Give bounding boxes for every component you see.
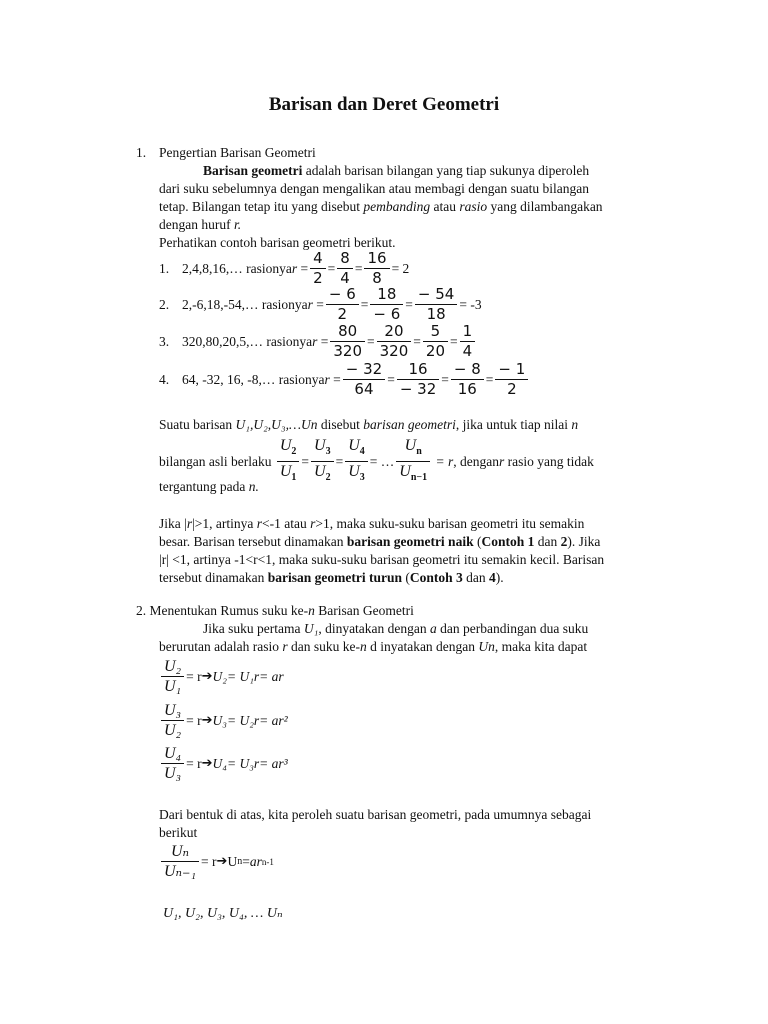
example-3-fraction-d: $\frac{1}{4}$	[460, 322, 476, 361]
example-4-fraction-c: $\frac{- 8}{16}$	[451, 360, 484, 399]
section2-line-2: berurutan adalah rasio r dan suku ke-n d inyatakan dengan Un, maka kita dapat	[159, 639, 588, 654]
conclusion-line-2: berikut	[159, 825, 198, 840]
example-intro: Perhatikan contoh barisan geometri berikut.	[159, 235, 396, 250]
geometric-sequence-ratio-formula: bilangan asli berlaku $\frac{U_2}{U_1}$ = $\frac{U_3}{U_2}$ = $\frac{U_4}{U_3}$ = … $\frac{U_n}{U_{n-1}}$ = r , dengan r rasio yang tidak	[159, 436, 594, 487]
section1-heading: Pengertian Barisan Geometri	[159, 145, 316, 160]
example-2: 2. 2,-6,18,-54,… rasionya r = $\frac{- 6}{2}$ = $\frac{18}{- 6}$ = $\frac{- 54}{18}$ = -3	[159, 285, 482, 323]
general-formula: $\frac{\text{Uₙ}}{\text{Uₙ₋₁}}$ = r ➔ U n = ar n-1	[159, 842, 274, 881]
example-3-fraction-c: $\frac{5}{20}$	[423, 322, 448, 361]
right-arrow-icon: ➔	[201, 755, 213, 771]
definition-line-3: tetap. Bilangan tetap itu yang disebut pembanding atau rasio yang dilambangakan	[159, 199, 603, 214]
example-4-fraction-b: $\frac{16}{- 32}$	[397, 360, 439, 399]
increasing-decreasing-line-3: |r| <1, artinya -1<r<1, maka suku-suku barisan geometri itu semakin kecil. Barisan	[159, 552, 605, 567]
definition-line-1: Barisan geometri adalah barisan bilangan yang tiap sukunya diperoleh	[203, 163, 590, 178]
geometric-sequence-definition-line-3: tergantung pada n.	[159, 479, 259, 494]
ratio-un-un-minus-1: $\frac{\text{Uₙ}}{\text{Uₙ₋₁}}$	[161, 842, 199, 881]
example-2-fraction-a: $\frac{- 6}{2}$	[326, 285, 359, 324]
conclusion-line-1: Dari bentuk di atas, kita peroleh suatu barisan geometri, pada umumnya sebagai	[159, 807, 592, 822]
ratio-u4-u3: $\frac{U_4}{U_3}$	[345, 436, 368, 487]
section2-heading: 2. Menentukan Rumus suku ke-n Barisan Geometri	[136, 603, 414, 618]
increasing-decreasing-line-2: besar. Barisan tersebut dinamakan barisan geometri naik (Contoh 1 dan 2). Jika	[159, 534, 601, 549]
document-title: Barisan dan Deret Geometri	[268, 94, 500, 115]
section1-number: 1.	[136, 145, 147, 160]
right-arrow-icon: ➔	[201, 712, 213, 728]
example-3-fraction-a: $\frac{80}{320}$	[330, 322, 365, 361]
section2-line-1: Jika suku pertama U₁, dinyatakan dengan a dan perbandingan dua suku	[203, 621, 589, 636]
derivation-u3: $\frac{\text{U₃}}{\text{U₂}}$ = r ➔ U₃= U₂r= ar²	[159, 701, 288, 740]
definition-term: Barisan geometri	[203, 163, 303, 178]
example-4-fraction-a: $\frac{- 32}{64}$	[343, 360, 385, 399]
example-1-fraction-b: $\frac{8}{4}$	[337, 249, 353, 288]
example-3-fraction-b: $\frac{20}{320}$	[377, 322, 412, 361]
example-4-fraction-d: $\frac{- 1}{2}$	[495, 360, 528, 399]
right-arrow-icon: ➔	[201, 668, 213, 684]
derivation-u4: $\frac{\text{U₄}}{\text{U₃}}$ = r ➔ U₄= U₃r= ar³	[159, 744, 288, 783]
example-1: 1. 2,4,8,16,… rasionya r = $\frac{4}{2}$ = $\frac{8}{4}$ = $\frac{16}{8}$ = 2	[159, 249, 410, 287]
sequence-terms: U₁, U₂, U₃, U₄, … Uₙ	[163, 906, 283, 921]
derivation-u2: $\frac{\text{U₂}}{\text{U₁}}$ = r ➔ U₂= U₁r= ar	[159, 657, 284, 696]
ratio-un-un1: $\frac{U_n}{U_{n-1}}$	[396, 436, 430, 487]
example-1-fraction-c: $\frac{16}{8}$	[364, 249, 389, 288]
geometric-sequence-definition-line-1: Suatu barisan U₁,U₂,U₃,…Un disebut barisan geometri, jika untuk tiap nilai n	[159, 417, 579, 432]
example-1-fraction-a: $\frac{4}{2}$	[310, 249, 326, 288]
example-2-fraction-c: $\frac{- 54}{18}$	[415, 285, 457, 324]
ratio-u3-u2: $\frac{U_3}{U_2}$	[311, 436, 334, 487]
example-2-fraction-b: $\frac{18}{- 6}$	[370, 285, 403, 324]
right-arrow-icon: ➔	[216, 853, 228, 869]
ratio-u2-u1: $\frac{U_2}{U_1}$	[277, 436, 300, 487]
increasing-decreasing-line-1: Jika |r|>1, artinya r<-1 atau r>1, maka suku-suku barisan geometri itu semakin	[159, 516, 585, 531]
definition-line-2: dari suku sebelumnya dengan mengalikan atau membagi dengan suatu bilangan	[159, 181, 589, 196]
increasing-decreasing-line-4: tersebut dinamakan barisan geometri turun (Contoh 3 dan 4).	[159, 570, 504, 585]
definition-line-4: dengan huruf r.	[159, 217, 242, 232]
example-4: 4. 64, -32, 16, -8,… rasionya r = $\frac{- 32}{64}$ = $\frac{16}{- 32}$ = $\frac{- 8}{16}$ = $\frac{- 1}{2}$	[159, 360, 530, 399]
example-3: 3. 320,80,20,5,… rasionya r = $\frac{80}{320}$ = $\frac{20}{320}$ = $\frac{5}{20}$ = $\frac{1}{4}$	[159, 322, 477, 361]
